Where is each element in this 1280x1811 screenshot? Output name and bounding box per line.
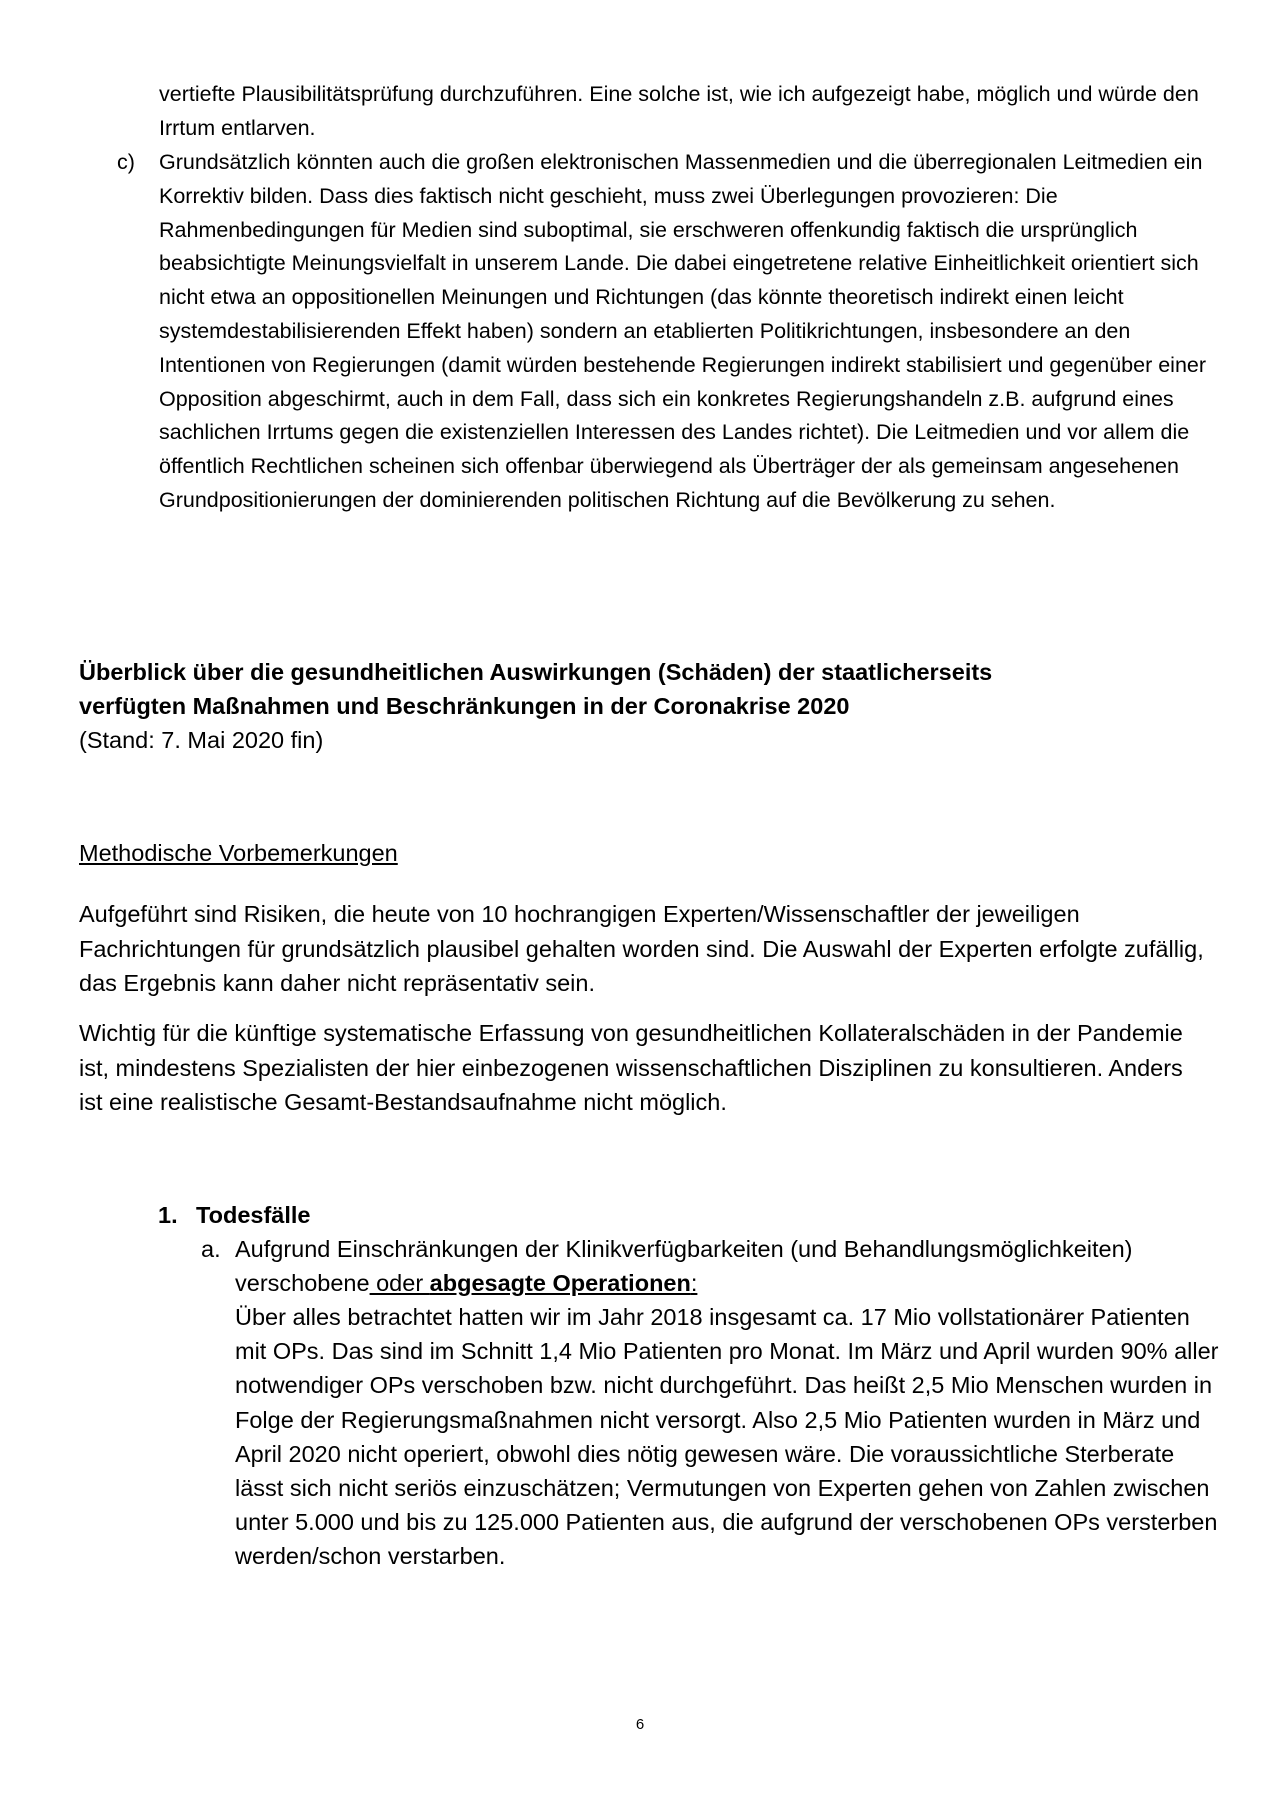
list-item-title: Todesfälle	[196, 1202, 311, 1228]
sublist-item-a-body: Über alles betrachtet hatten wir im Jahr 2018 insgesamt ca. 17 Mio vollstationärer Patienten mit OPs. Das sind im Schnitt 1,4 Mio Patienten pro Monat. Im März und April wurden 90% aller notwendiger OPs verschoben bzw. nicht durchgeführt. Das heißt 2,5 Mio Menschen wurden in Folge der Regierungsmaßnahmen nicht versorgt. Also 2,5 Mio Patienten wurden in März und April 2020 nicht operiert, obwohl dies nötig gewesen wäre. Die voraussichtliche Sterberate lässt sich nicht seriös einzuschätzen; Vermutungen von Experten gehen von Zahlen zwischen unter 5.000 und bis zu 125.000 Patienten aus, die aufgrund der verschobenen OPs versterben werden/schon verstarben.	[235, 1304, 1219, 1570]
status-date: (Stand: 7. Mai 2020 fin)	[79, 727, 324, 753]
list-number-1: 1.	[158, 1202, 178, 1228]
item-b-continuation: vertiefte Plausibilitätsprüfung durchzuführen. Eine solche ist, wie ich aufgezeigt habe, möglich und würde den Irrtum entlarven.	[159, 82, 1199, 140]
section-heading-line1: Überblick über die gesundheitlichen Auswirkungen (Schäden) der staatlicherseits	[79, 659, 993, 685]
sublist-heading-plain: Aufgrund Einschränkungen der Klinikverfügbarkeiten (und Behandlungsmöglichkeiten) verschobene	[235, 1236, 1133, 1297]
paragraph-risks: Aufgeführt sind Risiken, die heute von 10 hochrangigen Experten/Wissenschaftler der jeweiligen Fachrichtungen für grundsätzlich plausibel gehalten worden sind. Die Auswahl der Experten erfolgte zufällig, das Ergebnis kann daher nicht repräsentativ sein.	[79, 901, 1204, 996]
sublist-marker-a: a.	[201, 1236, 221, 1262]
page-number: 6	[635, 1716, 645, 1733]
sublist-heading-colon: :	[690, 1270, 698, 1297]
sublist-heading-bold: abgesagte Operationen	[429, 1270, 691, 1297]
subheading: Methodische Vorbemerkungen	[79, 840, 398, 866]
list-marker-c: c)	[117, 150, 135, 174]
section-heading	[79, 655, 1229, 723]
paragraph-importance: Wichtig für die künftige systematische Erfassung von gesundheitlichen Kollateralschäden in der Pandemie ist, mindestens Spezialisten der hier einbezogenen wissenschaftlichen Disziplinen zu konsultieren. Anders ist eine realistische Gesamt-Bestandsaufnahme nicht möglich.	[79, 1020, 1183, 1115]
section-heading-line2: verfügten Maßnahmen und Beschränkungen in der Coronakrise 2020	[79, 693, 850, 719]
sublist-heading-underlined: oder	[369, 1270, 430, 1297]
list-item-todesfaelle	[158, 1198, 310, 1232]
sublist-item-a-heading	[235, 1232, 1195, 1300]
list-item-c-text: Grundsätzlich könnten auch die großen elektronischen Massenmedien und die überregionalen Leitmedien ein Korrektiv bilden. Dass dies faktisch nicht geschieht, muss zwei Überlegungen provozieren: Die Rahmenbedingungen für Medien sind suboptimal, sie erschweren offenkundig faktisch die ursprünglich beabsichtigte Meinungsvielfalt in unserem Lande. Die dabei eingetretene relative Einheitlichkeit orientiert sich nicht etwa an oppositionellen Meinungen und Richtungen (das könnte theoretisch indirekt einen leicht systemdestabilisierenden Effekt haben) sondern an etablierten Politikrichtungen, insbesondere an den Intentionen von Regierungen (damit würden bestehende Regierungen indirekt stabilisiert und gegenüber einer Opposition abgeschirmt, auch in dem Fall, dass sich ein konkretes Regierungshandeln z.B. aufgrund eines sachlichen Irrtums gegen die existenziellen Interessen des Landes richtet). Die Leitmedien und vor allem die öffentlich Rechtlichen scheinen sich offenbar überwiegend als Überträger der als gemeinsam angesehenen Grundpositionierungen der dominierenden politischen Richtung auf die Bevölkerung zu sehen.	[159, 150, 1207, 512]
